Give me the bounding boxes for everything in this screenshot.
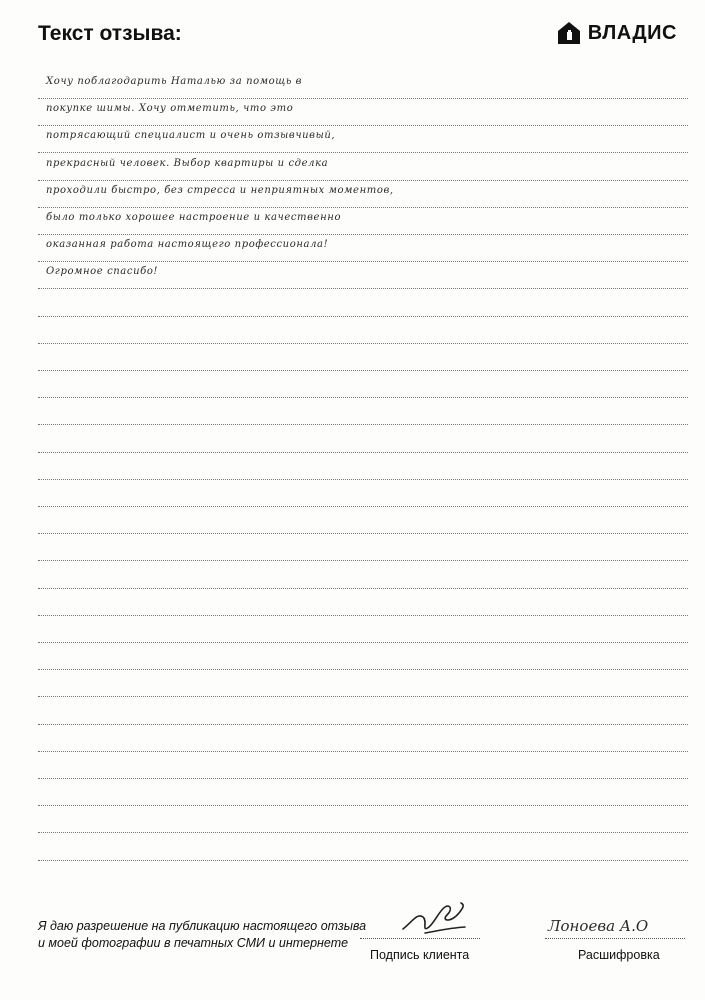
ruled-line [38, 343, 688, 344]
ruled-line [38, 778, 688, 779]
ruled-line [38, 261, 688, 262]
ruled-line [38, 669, 688, 670]
ruled-line [38, 424, 688, 425]
ruled-line [38, 805, 688, 806]
ruled-line [38, 860, 688, 861]
signature-label: Подпись клиента [370, 948, 470, 962]
ruled-line [38, 288, 688, 289]
ruled-line [38, 370, 688, 371]
ruled-line [38, 506, 688, 507]
page-title: Текст отзыва: [38, 22, 182, 45]
handwritten-line: потрясающий специалист и очень отзывчивый, [46, 130, 336, 142]
ruled-line [38, 588, 688, 589]
decoding-rule [545, 938, 685, 939]
consent-line-2: и моей фотографии в печатных СМИ и интернете [38, 936, 349, 950]
handwritten-line: было только хорошее настроение и качественно [46, 212, 342, 223]
ruled-line [38, 533, 688, 534]
handwritten-line: проходили быстро, без стресса и неприятных моментов, [46, 184, 394, 196]
ruled-line [38, 642, 688, 643]
ruled-line [38, 560, 688, 561]
brand-logo [556, 20, 677, 46]
ruled-line [38, 615, 688, 616]
consent-text [38, 918, 366, 952]
ruled-line [38, 207, 688, 208]
client-signature [395, 893, 470, 943]
ruled-line [38, 125, 688, 126]
ruled-line [38, 724, 688, 725]
ruled-line [38, 751, 688, 752]
ruled-line [38, 696, 688, 697]
ruled-line [38, 397, 688, 398]
ruled-line [38, 832, 688, 833]
ruled-line [38, 152, 688, 153]
handwritten-line: оказанная работа настоящего профессионала! [46, 239, 329, 251]
brand-name: ВЛАДИС [587, 21, 677, 44]
house-logo-icon [556, 20, 582, 46]
handwritten-line: Хочу поблагодарить Наталью за помощь в [46, 76, 303, 87]
signature-rule [360, 938, 480, 939]
review-lines [38, 60, 688, 850]
ruled-line [38, 98, 688, 99]
handwritten-line: покупке шимы. Хочу отметить, что это [46, 103, 294, 115]
decoding-label: Расшифровка [578, 948, 660, 962]
ruled-line [38, 234, 688, 235]
consent-line-1: Я даю разрешение на публикацию настоящего отзыва [38, 919, 367, 933]
ruled-line [38, 180, 688, 181]
handwritten-line: прекрасный человек. Выбор квартиры и сделка [46, 157, 329, 169]
ruled-line [38, 452, 688, 453]
ruled-line [38, 479, 688, 480]
handwritten-line: Огромное спасибо! [46, 266, 159, 278]
decoding-value: Лоноева А.О [548, 917, 649, 935]
ruled-line [38, 316, 688, 317]
